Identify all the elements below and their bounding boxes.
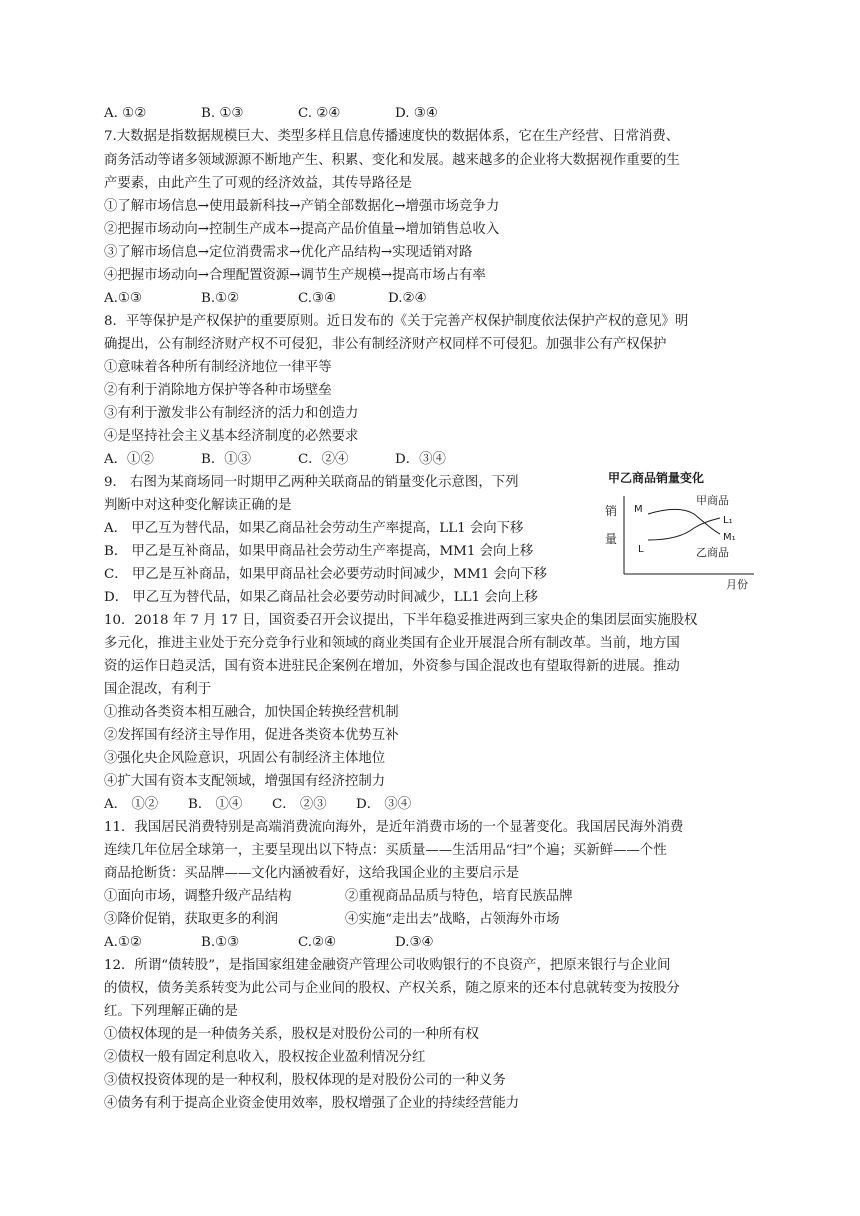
q10-item: ③强化央企风险意识，巩固公有制经济主体地位 — [104, 751, 386, 766]
q10-options — [104, 795, 411, 815]
q8-stem-line: 确提出，公有制经济财产权不可侵犯，非公有制经济财产权同样不可侵犯。加强非公有产权保护 — [104, 337, 667, 352]
q8-item: ③有利于激发非公有制经济的活力和创造力 — [104, 406, 359, 421]
q12-stem-line: 的债权，债务美系转变为此公司与企业间的股权、产权关系，随之原来的还本付息就转变为按股分 — [104, 981, 680, 996]
q6-option-a: A. ①② — [104, 106, 147, 121]
q7-stem-line: 商务活动等诸多领域源源不断地产生、积累、变化和发展。越来越多的企业将大数据视作重要的生 — [104, 153, 680, 168]
q7-option-b: B.①② — [201, 291, 240, 306]
q10-option-d: D． ③④ — [356, 797, 412, 812]
q12-item: ④债务有利于提高企业资金使用效率，股权增强了企业的持续经营能力 — [104, 1096, 520, 1111]
chart-label-m1: M₁ — [723, 532, 736, 543]
q10-option-b: B． ①④ — [188, 797, 243, 812]
q11-options — [104, 933, 434, 953]
q7-options — [104, 289, 427, 309]
q11-items-row — [104, 910, 560, 930]
chart-label-l: L — [638, 544, 644, 555]
q6-option-b: B. ①③ — [201, 106, 244, 121]
sales-chart-svg — [602, 466, 770, 590]
q7-stem-line: 产要素，由此产生了可观的经济效益，其传导路径是 — [104, 176, 412, 191]
q11-item: ③降价促销，获取更多的利润 — [104, 912, 279, 927]
q8-item: ④是坚持社会主义基本经济制度的必然要求 — [104, 429, 359, 444]
chart-ylabel-2: 量 — [605, 532, 618, 546]
chart-title: 甲乙商品销量变化 — [608, 471, 705, 485]
q6-option-d: D. ③④ — [395, 106, 438, 121]
q11-option-d: D.③④ — [395, 935, 434, 950]
q9-option-b: B． 甲乙是互补商品，如果甲商品社会劳动生产率提高，MM1 会向上移 — [104, 544, 534, 559]
q10-item: ④扩大国有资本支配领域，增强国有经济控制力 — [104, 774, 386, 789]
sales-chart — [602, 466, 770, 590]
q9-stem-line: 9． 右图为某商场同一时期甲乙两种关联商品的销量变化示意图，下列 — [104, 475, 519, 490]
chart-label-m: M — [634, 504, 643, 515]
q8-stem-line: 8．平等保护是产权保护的重要原则。近日发布的《关于完善产权保护制度依法保护产权的意见》明 — [104, 314, 689, 329]
q11-option-c: C.②④ — [298, 935, 337, 950]
q8-option-b: B．①③ — [201, 452, 252, 467]
q7-option-a: A.①③ — [104, 291, 142, 306]
q10-option-a: A． ①② — [104, 797, 159, 812]
q7-stem-line: 7.大数据是指数据规模巨大、类型多样且信息传播速度快的数据体系，它在生产经营、日常消费、 — [104, 129, 680, 144]
q7-item: ④把握市场动向→合理配置资源→调节生产规模→提高市场占有率 — [104, 268, 486, 283]
q11-option-b: B.①③ — [201, 935, 240, 950]
chart-label-l1: L₁ — [723, 515, 733, 526]
q12-stem-line: 红。下列理解正确的是 — [104, 1004, 238, 1019]
q12-item: ②债权一般有固定利息收入，股权按企业盈利情况分红 — [104, 1050, 426, 1065]
q7-item: ①了解市场信息→使用最新科技→产销全部数据化→增强市场竞争力 — [104, 199, 500, 214]
q9-option-c: C． 甲乙是互补商品，如果甲商品社会必要劳动时间减少，MM1 会向下移 — [104, 567, 548, 582]
q10-stem-line: 国企混改，有利于 — [104, 682, 212, 697]
q8-option-d: D．③④ — [395, 452, 446, 467]
q12-item: ③债权投资体现的是一种权利，股权体现的是对股份公司的一种义务 — [104, 1073, 506, 1088]
q10-stem-line: 资的运作日趋灵活，国有资本进驻民企案例在增加，外资参与国企混改也有望取得新的进展。推动 — [104, 659, 680, 674]
q11-stem-line: 连续几年位居全球第一，主要呈现出以下特点：买质量——生活用品“扫”个遍；买新鲜——个性 — [104, 843, 667, 858]
q6-option-c: C. ②④ — [298, 106, 341, 121]
chart-line-jia — [648, 510, 720, 535]
q6-options — [104, 104, 438, 124]
q11-stem-line: 11．我国居民消费特别是高端消费流向海外，是近年消费市场的一个显著变化。我国居民海外消费 — [104, 820, 684, 835]
chart-series-jia-label: 甲商品 — [696, 494, 729, 507]
q11-item: ②重视商品品质与特色，培育民族品牌 — [345, 889, 573, 904]
q12-item: ①债权体现的是一种债务关系，股权是对股份公司的一种所有权 — [104, 1027, 479, 1042]
q12-stem-line: 12．所谓“债转股”，是指国家组建金融资产管理公司收购银行的不良资产，把原来银行与企业间 — [104, 958, 671, 973]
q11-item: ④实施“走出去”战略，占领海外市场 — [345, 912, 560, 927]
chart-xlabel: 月份 — [726, 578, 748, 591]
q8-item: ①意味着各种所有制经济地位一律平等 — [104, 360, 332, 375]
q8-option-a: A．①② — [104, 452, 154, 467]
q10-option-c: C． ②③ — [272, 797, 327, 812]
chart-series-yi-label: 乙商品 — [696, 546, 729, 559]
q10-stem-line: 多元化，推进主业处于充分竞争行业和领域的商业类国有企业开展混合所有制改革。当前，地方国 — [104, 636, 680, 651]
q11-item: ①面向市场，调整升级产品结构 — [104, 889, 292, 904]
chart-ylabel-1: 销 — [605, 504, 618, 518]
q10-item: ②发挥国有经济主导作用，促进各类资本优势互补 — [104, 728, 399, 743]
q9-option-d: D． 甲乙互为替代品，如果乙商品社会必要劳动时间减少，LL1 会向上移 — [104, 590, 538, 605]
q10-item: ①推动各类资本相互融合，加快国企转换经营机制 — [104, 705, 399, 720]
q11-items-row — [104, 887, 573, 907]
q11-stem-line: 商品抢断货：买品牌——文化内涵被看好，这给我国企业的主要启示是 — [104, 866, 520, 881]
q9-stem-line: 判断中对这种变化解读正确的是 — [104, 498, 292, 513]
q8-item: ②有利于消除地方保护等各种市场壁垒 — [104, 383, 332, 398]
q11-option-a: A.①② — [104, 935, 142, 950]
q9-option-a: A． 甲乙互为替代品，如果乙商品社会劳动生产率提高，LL1 会向下移 — [104, 521, 524, 536]
q8-options — [104, 450, 446, 470]
q8-option-c: C．②④ — [298, 452, 349, 467]
chart-line-yi — [648, 518, 720, 540]
q7-option-c: C.③④ — [298, 291, 337, 306]
q7-item: ②把握市场动向→控制生产成本→提高产品价值量→增加销售总收入 — [104, 222, 500, 237]
q7-option-d: D.②④ — [388, 291, 427, 306]
q7-item: ③了解市场信息→定位消费需求→优化产品结构→实现适销对路 — [104, 245, 473, 260]
q10-stem-line: 10．2018 年 7 月 17 日，国资委召开会议提出，下半年稳妥推进两到三家央企的集团层面实施股权 — [104, 613, 698, 628]
